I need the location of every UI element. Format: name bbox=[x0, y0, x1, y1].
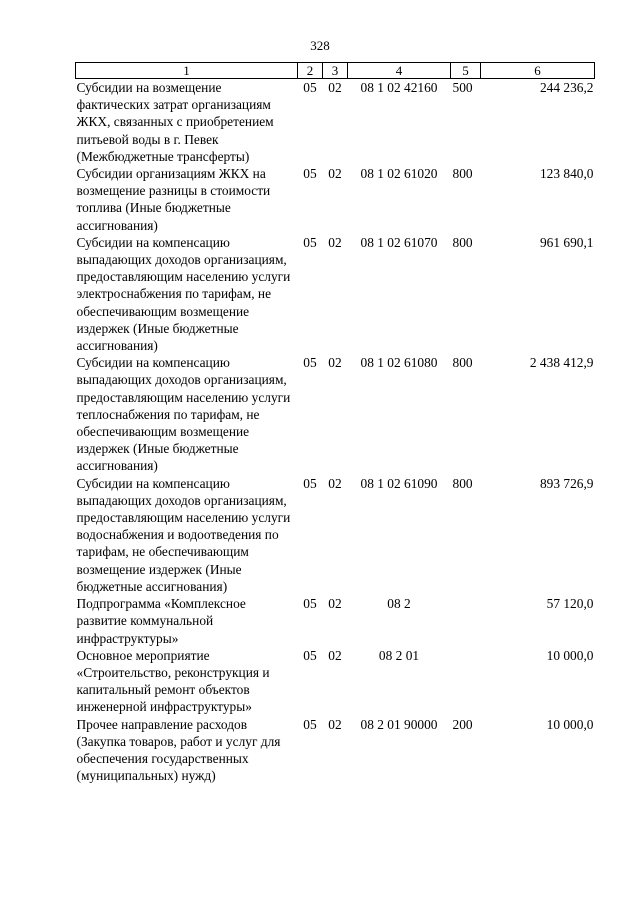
row-amount: 10 000,0 bbox=[546, 647, 594, 663]
row-name: Субсидии на компенсацию выпадающих доходов организациям, предоставляющим населению услуги водоснабжения и водоотведения по тарифам, не обеспечивающим возмещение издержек (Иные бюджетные ассигнования) bbox=[76, 475, 291, 594]
row-amount: 893 726,9 bbox=[539, 475, 594, 491]
row-subsection: 02 bbox=[328, 596, 342, 612]
row-target-code: 08 1 02 61080 bbox=[360, 355, 438, 371]
row-section: 05 bbox=[303, 355, 317, 371]
table-row bbox=[76, 234, 595, 354]
row-amount: 57 120,0 bbox=[546, 596, 594, 612]
row-subsection: 02 bbox=[328, 647, 342, 663]
row-section: 05 bbox=[303, 647, 317, 663]
table-header bbox=[76, 63, 595, 79]
row-target-code: 08 2 01 90000 bbox=[360, 716, 438, 732]
header-cell-1: 1 bbox=[76, 63, 298, 79]
row-expense-type bbox=[451, 647, 481, 716]
row-name: Прочее направление расходов (Закупка товаров, работ и услуг для обеспечения государственных (муниципальных) нужд) bbox=[76, 716, 281, 784]
budget-table bbox=[75, 62, 595, 784]
header-cell-6: 6 bbox=[481, 63, 595, 79]
table-row bbox=[76, 716, 595, 785]
row-target-code: 08 1 02 61020 bbox=[360, 166, 438, 182]
row-name: Субсидии на компенсацию выпадающих доходов организациям, предоставляющим населению услуги электроснабжения по тарифам, не обеспечивающим возмещение издержек (Иные бюджетные ассигнования) bbox=[76, 234, 291, 354]
row-amount: 2 438 412,9 bbox=[529, 355, 594, 371]
row-section: 05 bbox=[303, 475, 317, 491]
row-subsection: 02 bbox=[328, 355, 342, 371]
row-expense-type bbox=[451, 595, 481, 647]
row-expense-type: 800 bbox=[452, 166, 473, 182]
header-cell-2: 2 bbox=[298, 63, 323, 79]
row-section: 05 bbox=[303, 234, 317, 250]
table-body bbox=[76, 79, 595, 785]
row-expense-type: 800 bbox=[452, 355, 473, 371]
row-amount: 10 000,0 bbox=[546, 716, 594, 732]
row-section: 05 bbox=[303, 80, 317, 95]
table-row bbox=[76, 595, 595, 647]
table-row bbox=[76, 354, 595, 474]
row-subsection: 02 bbox=[328, 475, 342, 491]
row-subsection: 02 bbox=[328, 234, 342, 250]
row-section: 05 bbox=[303, 596, 317, 612]
header-row bbox=[76, 63, 595, 79]
row-name: Субсидии на компенсацию выпадающих доходов организациям, предоставляющим населению услуги теплоснабжения по тарифам, не обеспечивающим возмещение издержек (Иные бюджетные ассигнования) bbox=[76, 355, 291, 474]
table-row bbox=[76, 647, 595, 716]
row-target-code: 08 2 01 bbox=[378, 647, 420, 663]
row-expense-type: 800 bbox=[452, 234, 473, 250]
row-expense-type: 800 bbox=[452, 475, 473, 491]
row-target-code: 08 1 02 61090 bbox=[360, 475, 438, 491]
row-target-code: 08 1 02 61070 bbox=[360, 234, 438, 250]
header-cell-3: 3 bbox=[323, 63, 348, 79]
row-expense-type: 200 bbox=[452, 716, 473, 732]
row-subsection: 02 bbox=[328, 716, 342, 732]
row-amount: 244 236,2 bbox=[539, 80, 594, 95]
row-target-code: 08 2 bbox=[387, 596, 411, 612]
table-row bbox=[76, 475, 595, 595]
page-number: 328 bbox=[310, 38, 330, 53]
header-cell-5: 5 bbox=[451, 63, 481, 79]
row-name: Подпрограмма «Комплексное развитие коммунальной инфраструктуры» bbox=[76, 596, 246, 646]
row-section: 05 bbox=[303, 716, 317, 732]
row-subsection: 02 bbox=[328, 166, 342, 182]
row-name: Субсидии организациям ЖКХ на возмещение разницы в стоимости топлива (Иные бюджетные ассигнования) bbox=[76, 166, 271, 233]
row-target-code: 08 1 02 42160 bbox=[360, 80, 438, 95]
row-subsection: 02 bbox=[328, 80, 342, 95]
table-row bbox=[76, 79, 595, 166]
header-cell-4: 4 bbox=[348, 63, 451, 79]
table-row bbox=[76, 165, 595, 234]
row-expense-type: 500 bbox=[452, 80, 473, 95]
row-name: Основное мероприятие «Строительство, реконструкция и капитальный ремонт объектов инженерной инфраструктуры» bbox=[76, 647, 270, 715]
row-section: 05 bbox=[303, 166, 317, 182]
row-amount: 123 840,0 bbox=[539, 166, 594, 182]
row-name: Субсидии на возмещение фактических затрат организациям ЖКХ, связанных с приобретением питьевой воды в г. Певек (Межбюджетные трансферты) bbox=[76, 80, 274, 164]
row-amount: 961 690,1 bbox=[539, 234, 594, 250]
